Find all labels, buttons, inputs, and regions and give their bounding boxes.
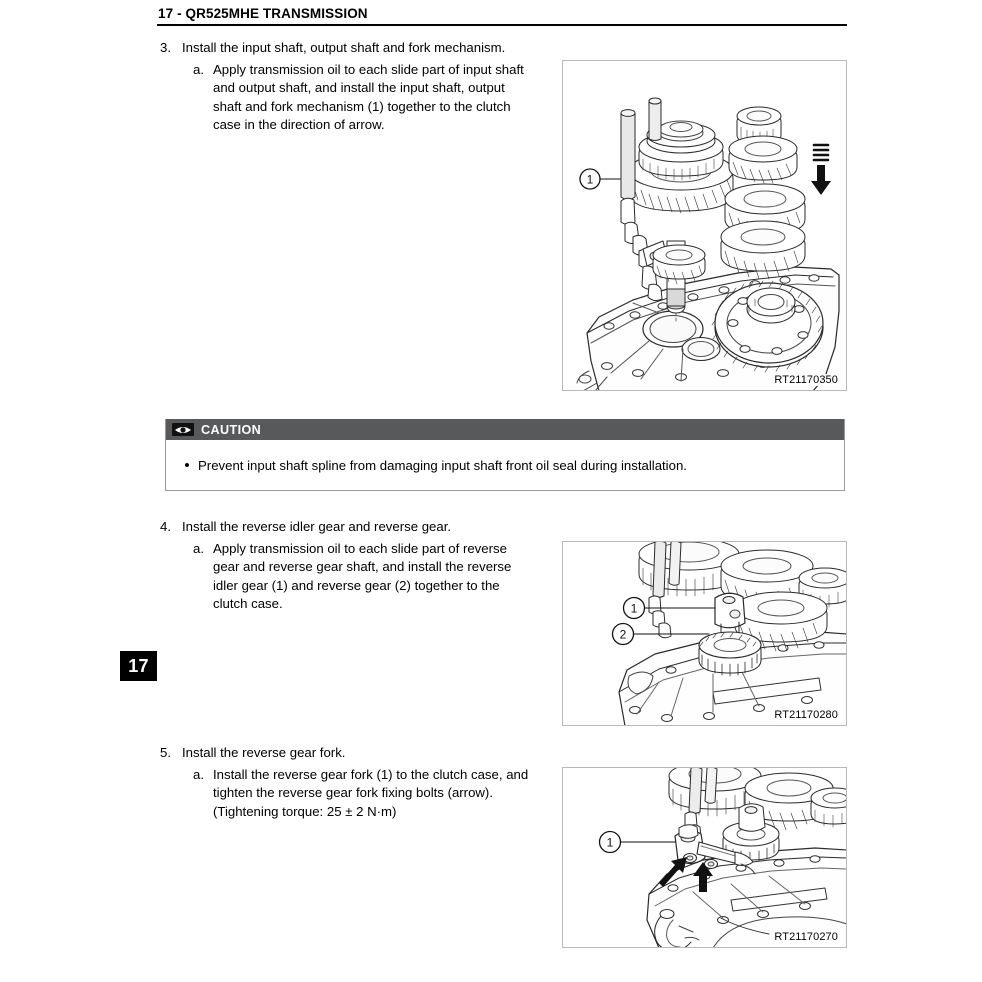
figure-2-callout-1 [624,598,716,619]
text-line: idler gear (1) and reverse gear (2) together to the [213,577,500,593]
page-title: 17 - QR525MHE TRANSMISSION [158,6,368,21]
step-3-heading [160,39,545,58]
text-line: Apply transmission oil to each slide part of reverse [213,540,507,556]
eye-icon [172,423,194,436]
text-line: Install the reverse gear fork (1) to the clutch case, and [213,766,529,782]
chapter-tab-label: 17 [128,655,149,676]
text-line: and output shaft, and install the input shaft, output [213,80,505,95]
step-3-substep-a [160,61,545,135]
svg-text:1: 1 [606,835,614,850]
step-4 [160,518,545,614]
step-3-number: 3. [160,40,171,55]
figure-1-id: RT21170350 [774,374,838,386]
step-3-substep-letter: a. [193,61,204,77]
text-line: shaft and fork mechanism (1) together to the clutch [213,98,511,114]
text-line: tighten the reverse gear fork fixing bolts (arrow). [213,785,493,800]
step-4-title: Install the reverse idler gear and reverse gear. [182,519,452,534]
figure-rt21170280 [562,541,847,726]
step-4-number: 4. [160,519,171,534]
caution-bullet: • [184,456,190,474]
figure-1-illustration [563,61,847,391]
figure-3-illustration [563,768,847,948]
step-5 [160,744,545,821]
step-4-heading [160,518,545,537]
figure-2-illustration [563,542,847,726]
figure-1-callout-1 [580,169,620,189]
caution-title: CAUTION [201,422,262,437]
step-3-title: Install the input shaft, output shaft and fork mechanism. [182,40,506,55]
step-5-substep-a [160,766,545,822]
step-5-number: 5. [160,745,171,760]
text-line: clutch case. [213,596,283,611]
step-5-substep-text [213,766,545,822]
caution-header [166,419,844,440]
text-line: gear and reverse gear shaft, and install the reverse [213,559,512,574]
caution-box [165,419,845,491]
figure-2-id: RT21170280 [774,709,838,721]
step-5-substep-letter: a. [193,766,204,782]
step-3 [160,39,545,135]
step-4-substep-a [160,540,545,614]
header-divider [157,24,847,26]
caution-body [166,440,844,490]
figure-3-id: RT21170270 [774,931,838,943]
chapter-tab [120,651,157,681]
figure-rt21170270 [562,767,847,948]
caution-text: Prevent input shaft spline from damaging input shaft front oil seal during installation. [198,457,687,473]
step-3-substep-text [213,61,545,135]
step-4-substep-text [213,540,545,614]
figure-rt21170350 [562,60,847,391]
text-line: Apply transmission oil to each slide part of input shaft [213,61,524,77]
svg-text:1: 1 [586,172,594,187]
step-5-title: Install the reverse gear fork. [182,745,346,760]
step-5-heading [160,744,545,763]
svg-text:1: 1 [630,601,638,616]
text-line: (Tightening torque: 25 ± 2 N·m) [213,803,397,819]
svg-text:2: 2 [619,627,627,642]
figure-3-callout-1 [600,832,676,853]
text-line: case in the direction of arrow. [213,117,385,132]
step-4-substep-letter: a. [193,540,204,556]
